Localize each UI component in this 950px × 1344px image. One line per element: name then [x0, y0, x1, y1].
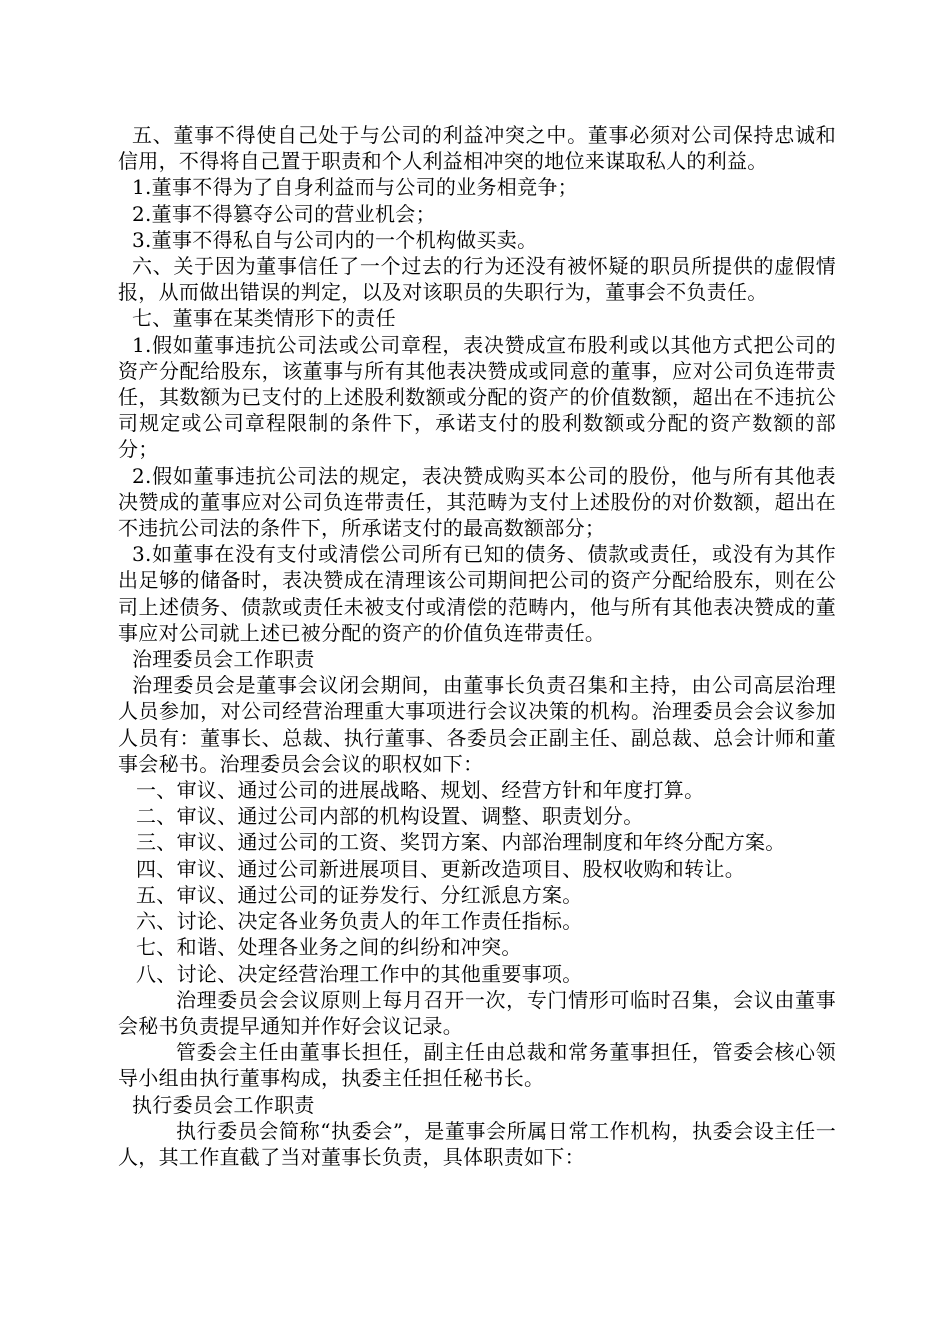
power-item-1: 一、审议、通过公司的进展战略、规划、经营方针和年度打算。 [136, 778, 705, 803]
paragraph-duty-six: 六、关于因为董事信任了一个过去的行为还没有被怀疑的职员所提供的虚假情报，从而做出错误的判定，以及对该职员的失职行为，董事会不负责任。 [118, 254, 836, 305]
list-item-3: 3.董事不得私自与公司内的一个机构做买卖。 [132, 227, 538, 252]
paragraph-duty-five: 五、董事不得使自己处于与公司的利益冲突之中。董事必须对公司保持忠诚和信用，不得将自己置于职责和个人利益相冲突的地位来谋取私人的利益。 [118, 123, 836, 174]
heading-duty-seven: 七、董事在某类情形下的责任 [132, 306, 396, 331]
section-heading-executive-committee: 执行委员会工作职责 [132, 1092, 315, 1117]
list-item-liability-3: 3.如董事在没有支付或清偿公司所有已知的债务、债款或责任，或没有为其作出足够的储备时，表决赞成在清理该公司期间把公司的资产分配给股东，则在公司上述债务、债款或责任未被支付或清偿的范畴内，他与所有其他表决赞成的董事应对公司就上述已被分配的资产的价值负连带责任。 [118, 542, 836, 645]
power-item-8: 八、讨论、决定经营治理工作中的其他重要事项。 [136, 961, 583, 986]
section-heading-governance-committee: 治理委员会工作职责 [132, 647, 315, 672]
power-item-7: 七、和谐、处理各业务之间的纠纷和冲突。 [136, 935, 522, 960]
list-item-1: 1.董事不得为了自身利益而与公司的业务相竞争； [132, 175, 578, 200]
list-item-liability-2: 2.假如董事违抗公司法的规定，表决赞成购买本公司的股份，他与所有其他表决赞成的董事应对公司负连带责任，其范畴为支付上述股份的对价数额，超出在不违抗公司法的条件下，所承诺支付的最高数额部分； [118, 463, 836, 541]
list-item-2: 2.董事不得篡夺公司的营业机会； [132, 201, 436, 226]
paragraph-meeting-schedule: 治理委员会会议原则上每月召开一次，专门情形可临时召集，会议由董事会秘书负责提早通知并作好会议记录。 [118, 987, 836, 1038]
power-item-4: 四、审议、通过公司新进展项目、更新改造项目、股权收购和转让。 [136, 856, 745, 881]
paragraph-governance-intro: 治理委员会是董事会议闭会期间，由董事长负责召集和主持，由公司高层治理人员参加，对公司经营治理重大事项进行会议决策的机构。治理委员会会议参加人员有：董事长、总裁、执行董事、各委员会正副主任、副总裁、总会计师和董事会秘书。治理委员会会议的职权如下： [118, 673, 836, 776]
power-item-6: 六、讨论、决定各业务负责人的年工作责任指标。 [136, 909, 583, 934]
list-item-liability-1: 1.假如董事违抗公司法或公司章程，表决赞成宣布股利或以其他方式把公司的资产分配给股东，该董事与所有其他表决赞成或同意的董事，应对公司负连带责任，其数额为已支付的上述股利数额或分配的资产的价值数额，超出在不违抗公司规定或公司章程限制的条件下，承诺支付的股利数额或分配的资产数额的部分； [118, 332, 836, 462]
power-item-3: 三、审议、通过公司的工资、奖罚方案、内部治理制度和年终分配方案。 [136, 830, 786, 855]
power-item-5: 五、审议、通过公司的证券发行、分红派息方案。 [136, 882, 583, 907]
paragraph-executive-intro: 执行委员会简称“执委会”，是董事会所属日常工作机构，执委会设主任一人，其工作直截了当对董事长负责，具体职责如下： [118, 1118, 836, 1169]
document-body [118, 122, 836, 1170]
power-item-2: 二、审议、通过公司内部的机构设置、调整、职责划分。 [136, 804, 644, 829]
paragraph-committee-leadership: 管委会主任由董事长担任，副主任由总裁和常务董事担任，管委会核心领导小组由执行董事构成，执委主任担任秘书长。 [118, 1040, 836, 1091]
